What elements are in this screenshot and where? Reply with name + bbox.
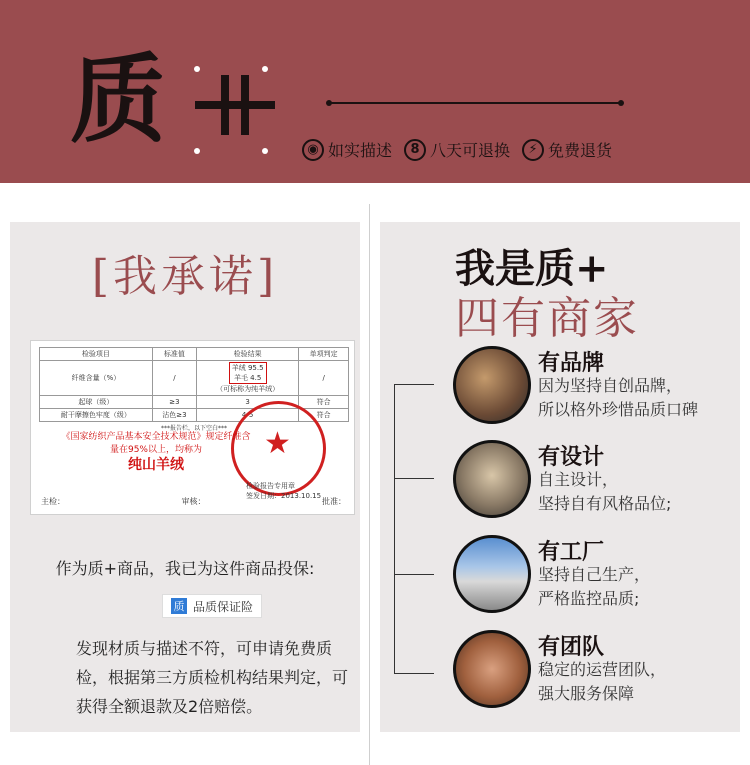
badge-label: 免费退货 (548, 141, 613, 160)
eye-icon: ◉ (302, 139, 324, 161)
factory-photo (453, 535, 531, 613)
decor-dot (194, 66, 200, 72)
report-blank-note: ***报告栏，以下空白*** (160, 425, 227, 432)
report-header: 标准值 (152, 348, 196, 361)
team-photo (453, 630, 531, 708)
report-cell-result: 羊绒 95.5 羊毛 4.5 （可标称为纯羊绒） (196, 361, 298, 396)
report-cell: ≥3 (152, 396, 196, 409)
decor-dot (262, 66, 268, 72)
signature-label: 批准： (322, 497, 346, 506)
signature-label: 主检： (41, 497, 65, 506)
feature-title: 有品牌 (538, 351, 605, 376)
brand-photo (453, 346, 531, 424)
inspection-report-image (30, 340, 355, 515)
merchant-subtitle: 四有商家 (455, 293, 639, 344)
pledge-title: [我承诺] (91, 251, 279, 302)
feature-title: 有工厂 (538, 540, 605, 565)
report-cell: 起球（级） (40, 396, 153, 409)
badge-accurate-description (302, 138, 392, 161)
bracket-tick (394, 673, 434, 674)
line-dot (618, 100, 624, 106)
eight-icon: 8 (404, 139, 426, 161)
badge-eight-day-return (404, 138, 510, 161)
design-photo (453, 440, 531, 518)
insurance-statement: 作为质+商品，我已为这件商品投保: (55, 559, 315, 578)
report-cell: 符合 (299, 396, 349, 409)
report-cell: 耐干摩擦色牢度（级） (40, 409, 153, 422)
report-cell: 3 (196, 396, 298, 409)
quality-icon: 质 (171, 598, 187, 614)
brand-plus-icon (195, 75, 275, 135)
report-date: 检验报告专用章 签发日期：2013.10.15 (246, 482, 322, 500)
feature-title: 有团队 (538, 635, 605, 660)
feature-desc: 自主设计， 坚持自有风格品位; (538, 470, 672, 513)
bracket-tick (394, 478, 434, 479)
report-red-note: 《国家纺织产品基本安全技术规范》规定纤维含量在95%以上，均称为 纯山羊绒 (61, 432, 251, 474)
report-header: 检验结果 (196, 348, 298, 361)
insurance-label: 品质保证险 (193, 599, 254, 614)
report-header: 单项判定 (299, 348, 349, 361)
report-cell: / (299, 361, 349, 396)
decor-dot (262, 148, 268, 154)
compensation-statement: 发现材质与描述不符，可申请免费质检，根据第三方质检机构结果判定，可获得全额退款及2倍赔偿。 (76, 639, 349, 716)
merchant-title: 我是质+ (455, 245, 609, 292)
header-banner (0, 0, 750, 183)
pure-cashmere-label: 纯山羊绒 (128, 457, 184, 474)
brand-logo-char: 质 (70, 43, 166, 156)
header-rule (330, 102, 620, 104)
quality-insurance-badge[interactable] (162, 594, 262, 618)
merchant-panel (380, 222, 740, 732)
result-highlight: 羊绒 95.5 羊毛 4.5 (229, 362, 267, 384)
decor-dot (194, 148, 200, 154)
badge-free-return (522, 138, 612, 161)
report-cell: 符合 (299, 409, 349, 422)
service-badges (302, 138, 612, 161)
badge-label: 八天可退换 (430, 141, 511, 160)
report-cell: 沾色≥3 (152, 409, 196, 422)
feature-desc: 稳定的运营团队， 强大服务保障 (538, 660, 667, 703)
report-cell: 纤维含量（%） (40, 361, 153, 396)
star-icon: ★ (264, 426, 291, 461)
signature-label: 审核： (181, 497, 206, 506)
bracket-tick (394, 384, 434, 385)
lightning-icon: ⚡ (522, 139, 544, 161)
report-header: 检验项目 (40, 348, 153, 361)
badge-label: 如实描述 (328, 141, 393, 160)
column-divider (369, 204, 370, 765)
feature-desc: 因为坚持自创品牌， 所以格外珍惜品质口碑 (538, 376, 699, 419)
bracket-line (394, 384, 395, 674)
feature-desc: 坚持自己生产， 严格监控品质; (538, 565, 651, 608)
report-cell: 4-5 (196, 409, 298, 422)
pledge-panel (10, 222, 360, 732)
report-signatures (41, 496, 346, 507)
feature-title: 有设计 (538, 445, 605, 470)
bracket-tick (394, 574, 434, 575)
report-cell: / (152, 361, 196, 396)
